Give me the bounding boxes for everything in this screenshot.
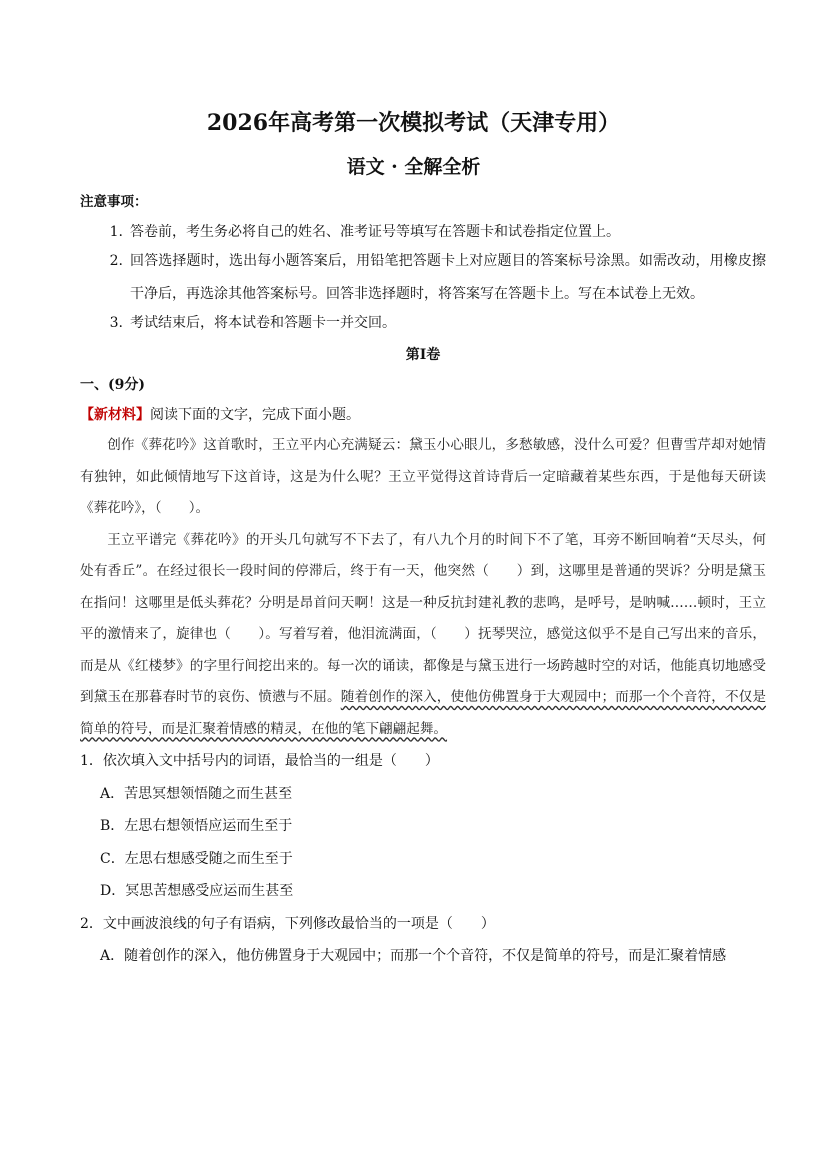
passage-paragraph-2 bbox=[80, 525, 766, 746]
page-title: 2026年高考第一次模拟考试（天津专用） bbox=[206, 110, 621, 136]
question-1-option-a: A．苦思冥想领悟随之而生甚至 bbox=[100, 785, 293, 802]
passage-text: 王立平谱完《葬花吟》的开头几句就写不下去了，有八九个月的时间下不了笔，耳旁不断回响着“天尽头，何处有香丘”。在经过很长一段时间的停滞后，终于有一天，他突然（ ）到，这哪里是普通的哭诉？分明是黛玉在指问！这哪里是低头葬花？分明是昂首问天啊！这是一种反抗封建礼教的悲鸣，是呼号，是呐喊……顿时，王立平的激情来了，旋律也（ ）。写着写着，他泪流满面，（ ）抚琴哭泣，感觉这似乎不是自己写出来的音乐，而是从《红楼梦》的字里行间挖出来的。每一次的诵读，都像是与黛玉进行一场跨越时空的对话，他能真切地感受到黛玉在那暮春时节的哀伤、愤懑与不屈。 bbox=[80, 531, 766, 705]
question-2-stem: 2．文中画波浪线的句子有语病，下列修改最恰当的一项是（ ） bbox=[80, 915, 495, 932]
document-body bbox=[80, 190, 766, 973]
intro-text: 阅读下面的文字，完成下面小题。 bbox=[150, 407, 360, 423]
page-subtitle: 语文 · 全解全析 bbox=[346, 156, 481, 178]
volume-heading: 第Ⅰ卷 bbox=[405, 347, 441, 363]
notice-number: 3. bbox=[109, 315, 123, 331]
notice-text: 答卷前，考生务必将自己的姓名、准考证号等填写在答题卡和试卷指定位置上。 bbox=[130, 224, 620, 240]
section-heading: 一、(9分) bbox=[80, 377, 145, 393]
question-1-option-b: B．左思右想领悟应运而生至于 bbox=[100, 818, 293, 834]
notice-text: 考试结束后，将本试卷和答题卡一并交回。 bbox=[130, 315, 396, 331]
notice-item bbox=[80, 245, 766, 311]
question-2-option-a: A．随着创作的深入，他仿佛置身于大观园中；而那一个个音符，不仅是简单的符号，而是汇聚着情感 bbox=[100, 948, 727, 964]
notice-text: 回答选择题时，选出每小题答案后，用铅笔把答题卡上对应题目的答案标号涂黑。如需改动，用橡皮擦干净后，再选涂其他答案标号。回答非选择题时，将答案写在答题卡上。写在本试卷上无效。 bbox=[130, 253, 766, 302]
wavy-underlined-sentence: 随着创作的深入，使他仿佛置身于大观园中；而那一个个音符，不仅是简单的符号，而是汇聚着情感的精灵，在他的笔下翩翩起舞。 bbox=[80, 689, 767, 737]
question-1-option-c: C．左思右想感受随之而生至于 bbox=[100, 850, 293, 867]
question-1-option-d: D．冥思苦想感受应运而生甚至 bbox=[100, 883, 294, 899]
notice-number: 1. bbox=[109, 224, 123, 240]
material-intro bbox=[80, 400, 766, 430]
notice-number: 2. bbox=[109, 253, 123, 269]
material-tag: 【新材料】 bbox=[80, 407, 150, 423]
question-1-stem: 1．依次填入文中括号内的词语，最恰当的一组是（ ） bbox=[80, 753, 439, 769]
passage-paragraph-1: 创作《葬花吟》这首歌时，王立平内心充满疑云：黛玉小心眼儿，多愁敏感，没什么可爱？但曹雪芹却对她情有独钟，如此倾情地写下这首诗，这是为什么呢？王立平觉得这首诗背后一定暗藏着某些东西，于是他每天研读《葬花吟》，（ ）。 bbox=[80, 437, 766, 516]
notice-item bbox=[80, 307, 766, 340]
notice-heading: 注意事项： bbox=[80, 194, 148, 210]
